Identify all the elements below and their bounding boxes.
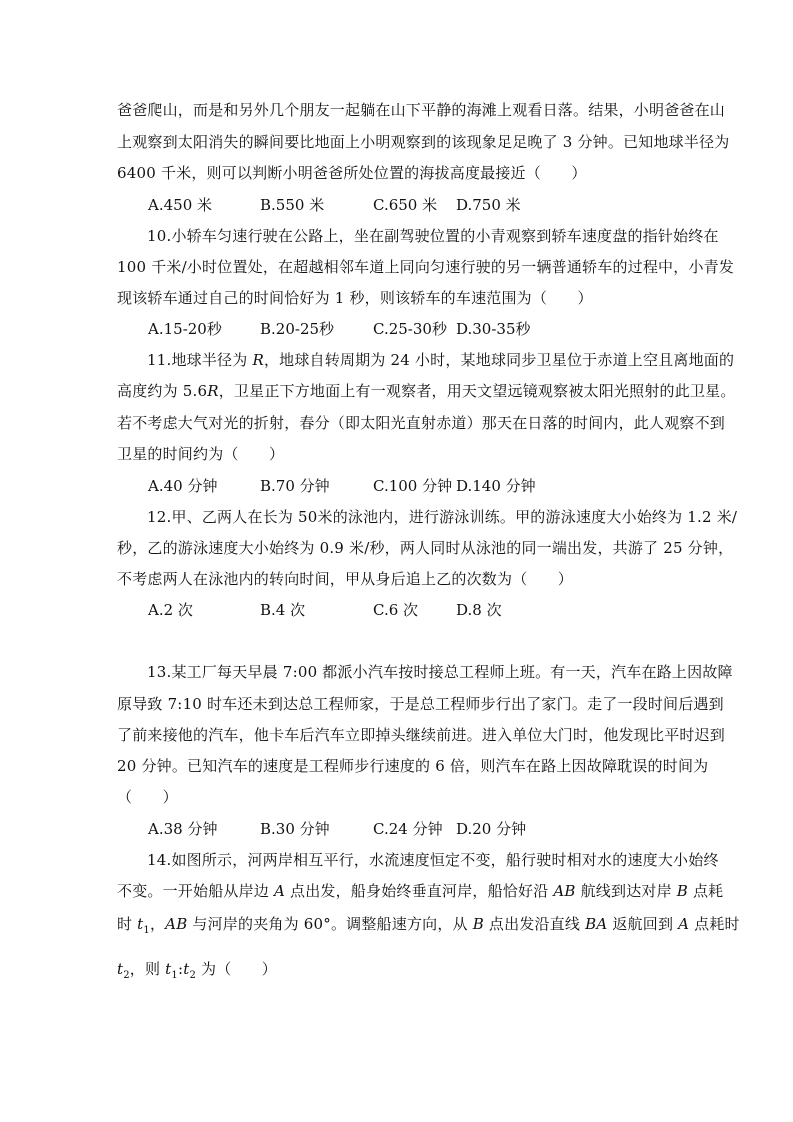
q13-line-2: 原导致 7:10 时车还未到达总工程师家，于是总工程师步行出了家门。走了一段时间后遇到	[117, 695, 724, 713]
q13-line-1: 13.某工厂每天早晨 7:00 都派小汽车按时接总工程师上班。有一天，汽车在路上因故障	[147, 663, 733, 681]
text: :	[177, 960, 184, 978]
q9-line-3: 6400 千米，则可以判断小明爸爸所处位置的海拔高度最接近（ ）	[117, 164, 587, 182]
math-var: t	[165, 960, 172, 978]
q11-line-4: 卫星的时间约为（ ）	[117, 445, 285, 463]
math-var: AB	[553, 882, 576, 900]
option-b: B.550 米	[260, 196, 325, 214]
option-a: A.38 分钟	[148, 820, 218, 838]
text: 返航回到	[607, 915, 679, 933]
math-var: B	[676, 882, 689, 900]
option-a: A.15-20秒	[148, 320, 222, 338]
option-a: A.40 分钟	[148, 477, 218, 495]
option-d: D.750 米	[456, 196, 521, 214]
q10-line-3: 现该轿车通过自己的时间恰好为 1 秒，则该轿车的车速范围为（ ）	[117, 289, 593, 307]
q12-line-3: 不考虑两人在泳池内的转向时间，甲从身后追上乙的次数为（ ）	[117, 570, 574, 588]
option-b: B.30 分钟	[260, 820, 330, 838]
option-b: B.70 分钟	[260, 477, 330, 495]
text: 高度约为 5.6	[117, 382, 208, 400]
text: ，	[149, 915, 166, 933]
text: 点出发，船身始终垂直河岸，船恰好沿	[285, 882, 554, 900]
q12-line-1: 12.甲、乙两人在长为 50米的泳池内，进行游泳训练。甲的游泳速度大小始终为 1.2 米/	[147, 508, 738, 526]
subscript: 2	[123, 970, 130, 981]
text: 航线到达对岸	[575, 882, 677, 900]
text: 与河岸的夹角为 60°。调整船速方向，从	[187, 915, 473, 933]
q9-line-1: 爸爸爬山，而是和另外几个朋友一起躺在山下平静的海滩上观看日落。结果，小明爸爸在山	[117, 101, 726, 119]
q11-line-2	[117, 381, 736, 401]
math-var: BA	[585, 915, 608, 933]
option-a: A.2 次	[148, 601, 193, 619]
subscript: 2	[189, 970, 197, 981]
math-var: A	[273, 882, 286, 900]
q12-line-2: 秒，乙的游泳速度大小始终为 0.9 米/秒，两人同时从泳池的同一端出发，共游了 25 分钟，	[117, 539, 734, 557]
math-var: R	[207, 382, 219, 400]
math-var: AB	[165, 915, 188, 933]
text: 时	[117, 915, 138, 933]
option-b: B.20-25秒	[260, 320, 335, 338]
text: 为（ ）	[196, 960, 277, 978]
option-d: D.20 分钟	[456, 820, 527, 838]
math-var: R	[252, 351, 264, 369]
q13-line-3: 了前来接他的汽车，他卡车后汽车立即掉头继续前进。进入单位大门时，他发现比平时迟到	[117, 726, 726, 744]
math-var: A	[678, 915, 690, 933]
option-c: C.6 次	[373, 601, 419, 619]
text: 11.地球半径为	[147, 351, 253, 369]
q14-line-4	[117, 959, 687, 986]
math-var: t	[183, 960, 190, 978]
q13-line-5: （ ）	[117, 788, 178, 806]
math-var: B	[472, 915, 484, 933]
text: ，卫星正下方地面上有一观察者，用天文望远镜观察被太阳光照射的此卫星。	[218, 382, 736, 400]
text: 不变。一开始船从岸边	[117, 882, 274, 900]
option-d: D.30-35秒	[456, 320, 531, 338]
option-c: C.24 分钟	[373, 820, 443, 838]
subscript: 1	[171, 970, 178, 981]
q10-line-2: 100 千米/小时位置处，在超越相邻车道上同向匀速行驶的另一辆普通轿车的过程中，小青发	[117, 258, 735, 276]
option-d: D.140 分钟	[456, 477, 536, 495]
q14-line-3	[117, 914, 740, 941]
option-b: B.4 次	[260, 601, 306, 619]
text: 点耗	[688, 882, 724, 900]
q14-line-1: 14.如图所示，河两岸相互平行，水流速度恒定不变，船行驶时相对水的速度大小始终	[147, 851, 719, 869]
q11-line-3: 若不考虑大气对光的折射，春分（即太阳光直射赤道）那天在日落的时间内，此人观察不到	[117, 414, 726, 432]
q10-line-1: 10.小轿车匀速行驶在公路上，坐在副驾驶位置的小青观察到轿车速度盘的指针始终在	[147, 227, 719, 245]
option-c: C.650 米	[373, 196, 438, 214]
option-c: C.25-30秒	[373, 320, 447, 338]
q14-line-2	[117, 881, 724, 901]
math-var: t	[137, 915, 144, 933]
text: ，则	[129, 960, 166, 978]
q9-line-2: 上观察到太阳消失的瞬间要比地面上小明观察到的该现象足足晚了 3 分钟。已知地球半径为	[117, 133, 730, 151]
q11-line-1	[147, 350, 735, 370]
option-c: C.100 分钟	[373, 477, 453, 495]
text: 点耗时	[689, 915, 740, 933]
option-a: A.450 米	[148, 196, 212, 214]
math-var: t	[117, 960, 124, 978]
text: 点出发沿直线	[483, 915, 586, 933]
text: ，地球自转周期为 24 小时，某地球同步卫星位于赤道上空且离地面的	[263, 351, 735, 369]
subscript: 1	[143, 925, 150, 936]
option-d: D.8 次	[456, 601, 502, 619]
q13-line-4: 20 分钟。已知汽车的速度是工程师步行速度的 6 倍，则汽车在路上因故障耽误的时间为	[117, 757, 709, 775]
